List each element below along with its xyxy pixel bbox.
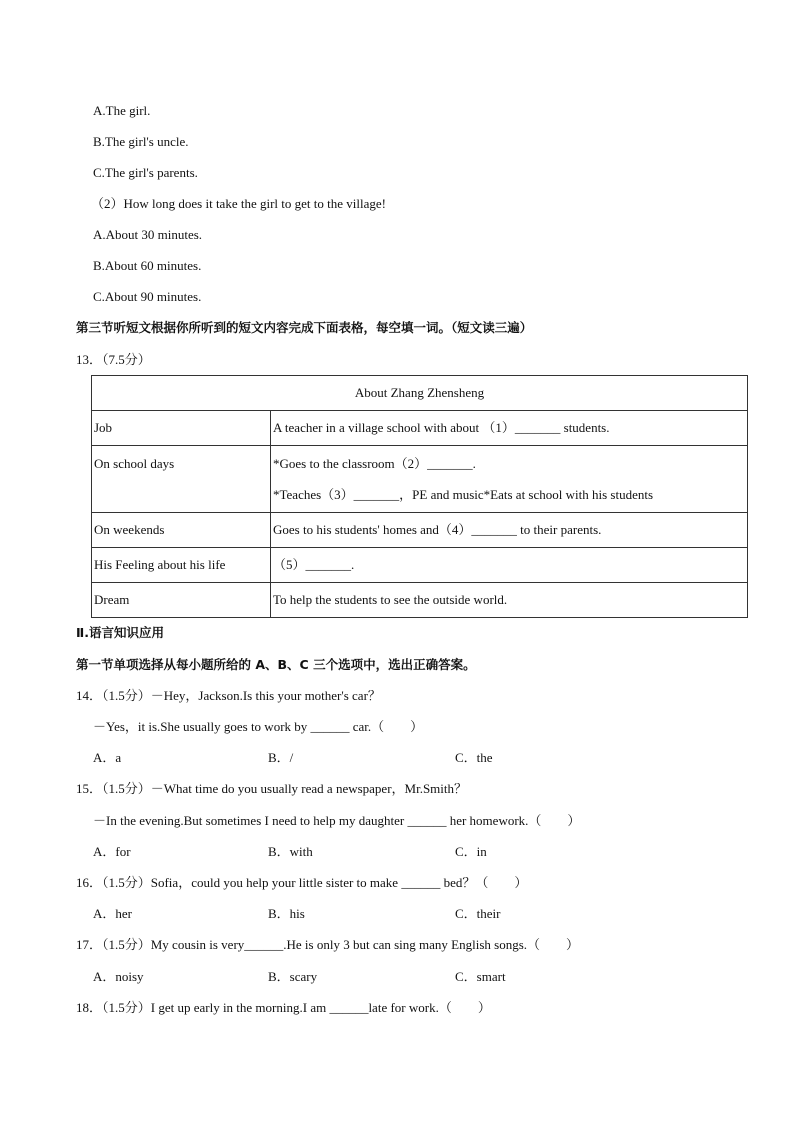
q15-stem: 15．（1.5分）－What time do you usually read a newspaper，Mr.Smith？ bbox=[76, 781, 468, 796]
row-content-line1: *Goes to the classroom（2）_______. bbox=[273, 456, 476, 471]
part2-heading: Ⅱ.语言知识应用 bbox=[76, 625, 164, 640]
q12-option-a: A.The girl. bbox=[93, 103, 151, 118]
row-label: Job bbox=[92, 411, 271, 446]
row-label: On school days bbox=[92, 446, 271, 513]
row-label: On weekends bbox=[92, 513, 271, 548]
row-content: （5）_______. bbox=[271, 548, 748, 583]
q15-option-c[interactable]: C．in bbox=[455, 844, 487, 859]
table-row bbox=[92, 411, 748, 446]
q12-2-option-c: C.About 90 minutes. bbox=[93, 289, 202, 304]
row-content-line2: *Teaches（3）_______，PE and music*Eats at school with his students bbox=[273, 487, 654, 502]
q17-option-a[interactable]: A．noisy bbox=[93, 969, 144, 984]
q16-option-b[interactable]: B．his bbox=[268, 906, 305, 921]
q15-stem-reply: －In the evening.But sometimes I need to help my daughter ______ her homework.（ ） bbox=[93, 813, 581, 828]
q12-option-b: B.The girl's uncle. bbox=[93, 134, 189, 149]
q14-option-c[interactable]: C．the bbox=[455, 750, 493, 765]
q15-option-a[interactable]: A．for bbox=[93, 844, 131, 859]
q16-option-a[interactable]: A．her bbox=[93, 906, 132, 921]
row-content bbox=[271, 446, 748, 513]
table-header-row bbox=[92, 376, 748, 411]
table-row bbox=[92, 446, 748, 513]
row-content: A teacher in a village school with about （1）_______ students. bbox=[271, 411, 748, 446]
q12-2-question: （2）How long does it take the girl to get to the village! bbox=[91, 196, 386, 211]
q14-option-b[interactable]: B．/ bbox=[268, 750, 294, 765]
q17-option-b[interactable]: B．scary bbox=[268, 969, 318, 984]
row-label: His Feeling about his life bbox=[92, 548, 271, 583]
q18-stem: 18．（1.5分）I get up early in the morning.I am ______late for work.（ ） bbox=[76, 1000, 491, 1015]
row-label: Dream bbox=[92, 583, 271, 618]
q13-label: 13．（7.5分） bbox=[76, 352, 151, 367]
q12-2-option-b: B.About 60 minutes. bbox=[93, 258, 202, 273]
q12-option-c: C.The girl's parents. bbox=[93, 165, 198, 180]
table-row bbox=[92, 583, 748, 618]
q16-option-c[interactable]: C．their bbox=[455, 906, 501, 921]
q14-stem-reply: －Yes，it is.She usually goes to work by ______ car.（ ） bbox=[93, 719, 424, 734]
section1-heading: 第一节单项选择从每小题所给的 A、B、C 三个选项中，选出正确答案。 bbox=[76, 657, 476, 672]
table-title: About Zhang Zhensheng bbox=[92, 376, 748, 411]
q17-option-c[interactable]: C．smart bbox=[455, 969, 506, 984]
section3-heading: 第三节听短文根据你所听到的短文内容完成下面表格，每空填一词。（短文读三遍） bbox=[76, 320, 533, 335]
info-table bbox=[91, 375, 748, 618]
table-row bbox=[92, 548, 748, 583]
q15-option-b[interactable]: B．with bbox=[268, 844, 313, 859]
q14-option-a[interactable]: A．a bbox=[93, 750, 122, 765]
row-content: Goes to his students' homes and（4）_______ to their parents. bbox=[271, 513, 748, 548]
q17-stem: 17．（1.5分）My cousin is very______.He is only 3 but can sing many English songs.（ ） bbox=[76, 937, 580, 952]
row-content: To help the students to see the outside world. bbox=[271, 583, 748, 618]
q16-stem: 16．（1.5分）Sofia，could you help your little sister to make ______ bed？（ ） bbox=[76, 875, 528, 890]
table-row bbox=[92, 513, 748, 548]
q12-2-option-a: A.About 30 minutes. bbox=[93, 227, 203, 242]
q14-stem: 14．（1.5分）－Hey，Jackson.Is this your mother's car？ bbox=[76, 688, 381, 703]
